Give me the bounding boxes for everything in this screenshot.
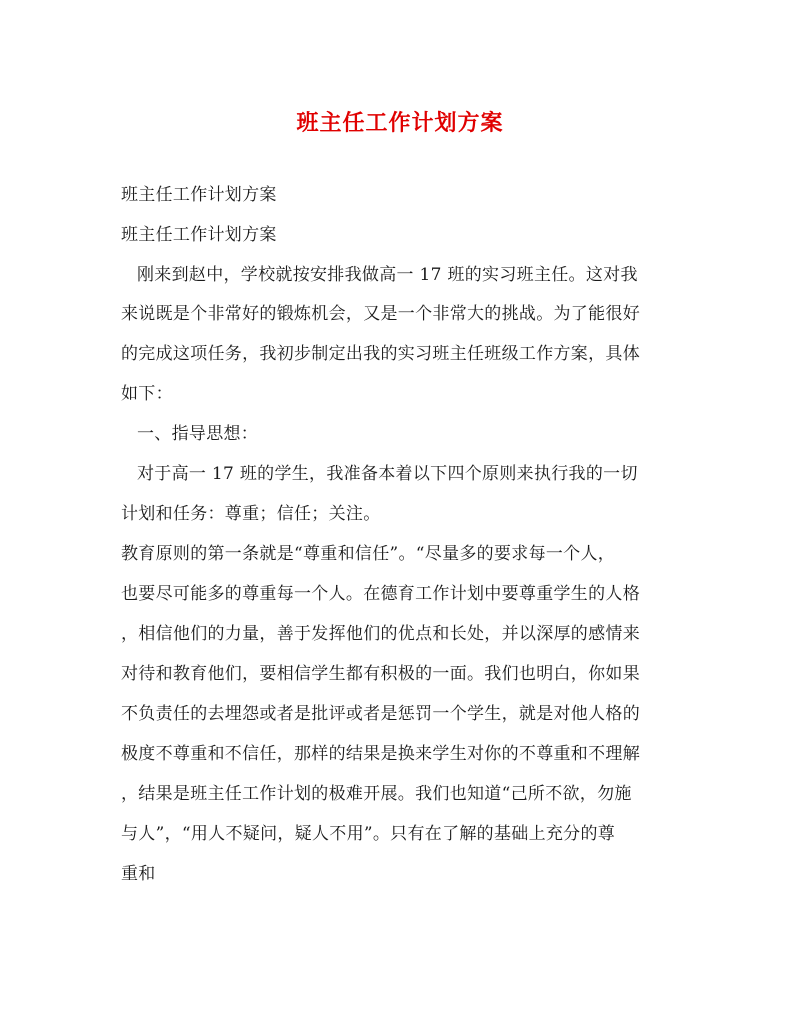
paragraph-line: 与人”，“用人不疑问，疑人不用”。只有在了解的基础上充分的尊	[121, 824, 616, 844]
paragraph-line: 的完成这项任务，我初步制定出我的实习班主任班级工作方案，具体	[121, 344, 640, 364]
paragraph-line: 对于高一 17 班的学生，我准备本着以下四个原则来执行我的一切	[137, 464, 638, 484]
paragraph-line: 对待和教育他们，要相信学生都有积极的一面。我们也明白，你如果	[121, 664, 640, 684]
paragraph-line: 刚来到赵中，学校就按安排我做高一 17 班的实习班主任。这对我	[137, 265, 638, 285]
paragraph-line: 重和	[121, 864, 156, 884]
paragraph-line: 计划和任务：尊重；信任；关注。	[121, 504, 381, 524]
paragraph-line: ，结果是班主任工作计划的极难开展。我们也知道“己所不欲，勿施	[121, 784, 632, 804]
subtitle-line-1: 班主任工作计划方案	[121, 185, 277, 205]
paragraph-line: 不负责任的去埋怨或者是批评或者是惩罚一个学生，就是对他人格的	[121, 704, 640, 724]
paragraph-line: 也要尽可能多的尊重每一个人。在德育工作计划中要尊重学生的人格	[121, 584, 640, 604]
paragraph-line: 来说既是个非常好的锻炼机会，又是一个非常大的挑战。为了能很好	[121, 304, 640, 324]
document-title: 班主任工作计划方案	[296, 110, 504, 136]
section-heading: 一、指导思想：	[137, 424, 259, 444]
paragraph-line: 教育原则的第一条就是“尊重和信任”。“尽量多的要求每一个人，	[121, 544, 616, 564]
subtitle-line-2: 班主任工作计划方案	[121, 225, 277, 245]
paragraph-line: 如下：	[121, 384, 173, 404]
paragraph-line: 极度不尊重和不信任，那样的结果是换来学生对你的不尊重和不理解	[121, 744, 640, 764]
paragraph-line: ，相信他们的力量，善于发挥他们的优点和长处，并以深厚的感情来	[121, 624, 640, 644]
